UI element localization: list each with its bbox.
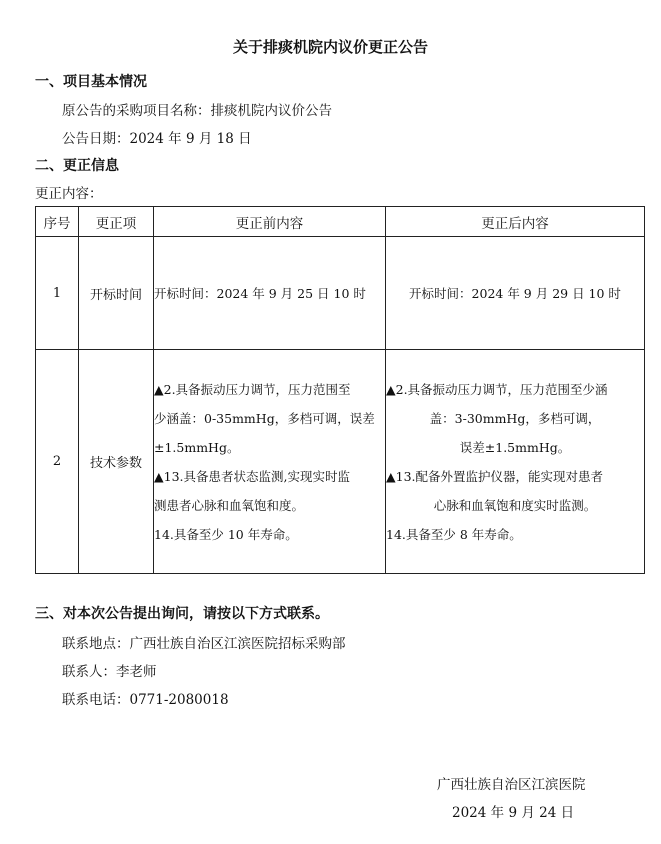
row-2-no: 2 — [36, 350, 79, 574]
contact-person: 联系人：李老师 — [62, 664, 157, 680]
header-item: 更正项 — [79, 207, 154, 237]
row-2-before — [154, 350, 386, 574]
page-title: 关于排痰机院内议价更正公告 — [232, 38, 428, 56]
row-2-after-line: 盖：3-30mmHg，多档可调， — [429, 410, 601, 426]
row-1-before — [154, 237, 386, 350]
section-3-heading: 三、对本次公告提出询问，请按以下方式联系。 — [35, 606, 329, 622]
row-2-before-line: 少涵盖：0-35mmHg，多档可调，误差 — [154, 410, 375, 426]
row-1-after — [386, 237, 645, 350]
project-name-line: 原公告的采购项目名称：排痰机院内议价公告 — [62, 103, 332, 119]
announcement-date-line: 公告日期：2024 年 9 月 18 日 — [62, 131, 252, 147]
issuer-organization: 广西壮族自治区江滨医院 — [437, 777, 586, 793]
row-2-after-line: ▲13.配备外置监护仪器，能实现对患者 — [386, 468, 603, 484]
correction-content-label: 更正内容： — [35, 186, 103, 202]
row-1-no: 1 — [36, 237, 79, 350]
section-2-heading: 二、更正信息 — [35, 158, 119, 174]
row-2-before-line: ±1.5mmHg。 — [154, 439, 240, 455]
row-1-after-line: 开标时间：2024 年 9 月 29 日 10 时 — [409, 285, 621, 301]
row-2-after-line: 误差±1.5mmHg。 — [459, 439, 571, 455]
table-row — [36, 237, 645, 350]
row-2-before-line: ▲2.具备振动压力调节，压力范围至 — [154, 381, 351, 397]
header-after: 更正后内容 — [386, 207, 645, 237]
header-no: 序号 — [36, 207, 79, 237]
row-2-before-line: 14.具备至少 10 年寿命。 — [154, 526, 298, 542]
row-2-after — [386, 350, 645, 574]
table-header-row — [36, 207, 645, 237]
section-1-heading: 一、项目基本情况 — [35, 74, 147, 90]
row-2-after-line: 14.具备至少 8 年寿命。 — [386, 526, 522, 542]
contact-location: 联系地点：广西壮族自治区江滨医院招标采购部 — [62, 636, 346, 652]
row-2-before-line: ▲13.具备患者状态监测,实现实时监 — [154, 468, 350, 484]
table-row — [36, 350, 645, 574]
row-2-before-line: 测患者心脉和血氧饱和度。 — [154, 497, 305, 513]
correction-table — [35, 206, 645, 574]
header-before: 更正前内容 — [154, 207, 386, 237]
row-1-before-line: 开标时间：2024 年 9 月 25 日 10 时 — [154, 285, 366, 301]
issue-date: 2024 年 9 月 24 日 — [452, 805, 575, 821]
row-2-after-line: 心脉和血氧饱和度实时监测。 — [433, 497, 597, 513]
row-2-item: 技术参数 — [79, 350, 154, 574]
row-2-after-line: ▲2.具备振动压力调节，压力范围至少涵 — [386, 381, 608, 397]
row-1-item: 开标时间 — [79, 237, 154, 350]
contact-phone: 联系电话：0771-2080018 — [62, 692, 229, 708]
